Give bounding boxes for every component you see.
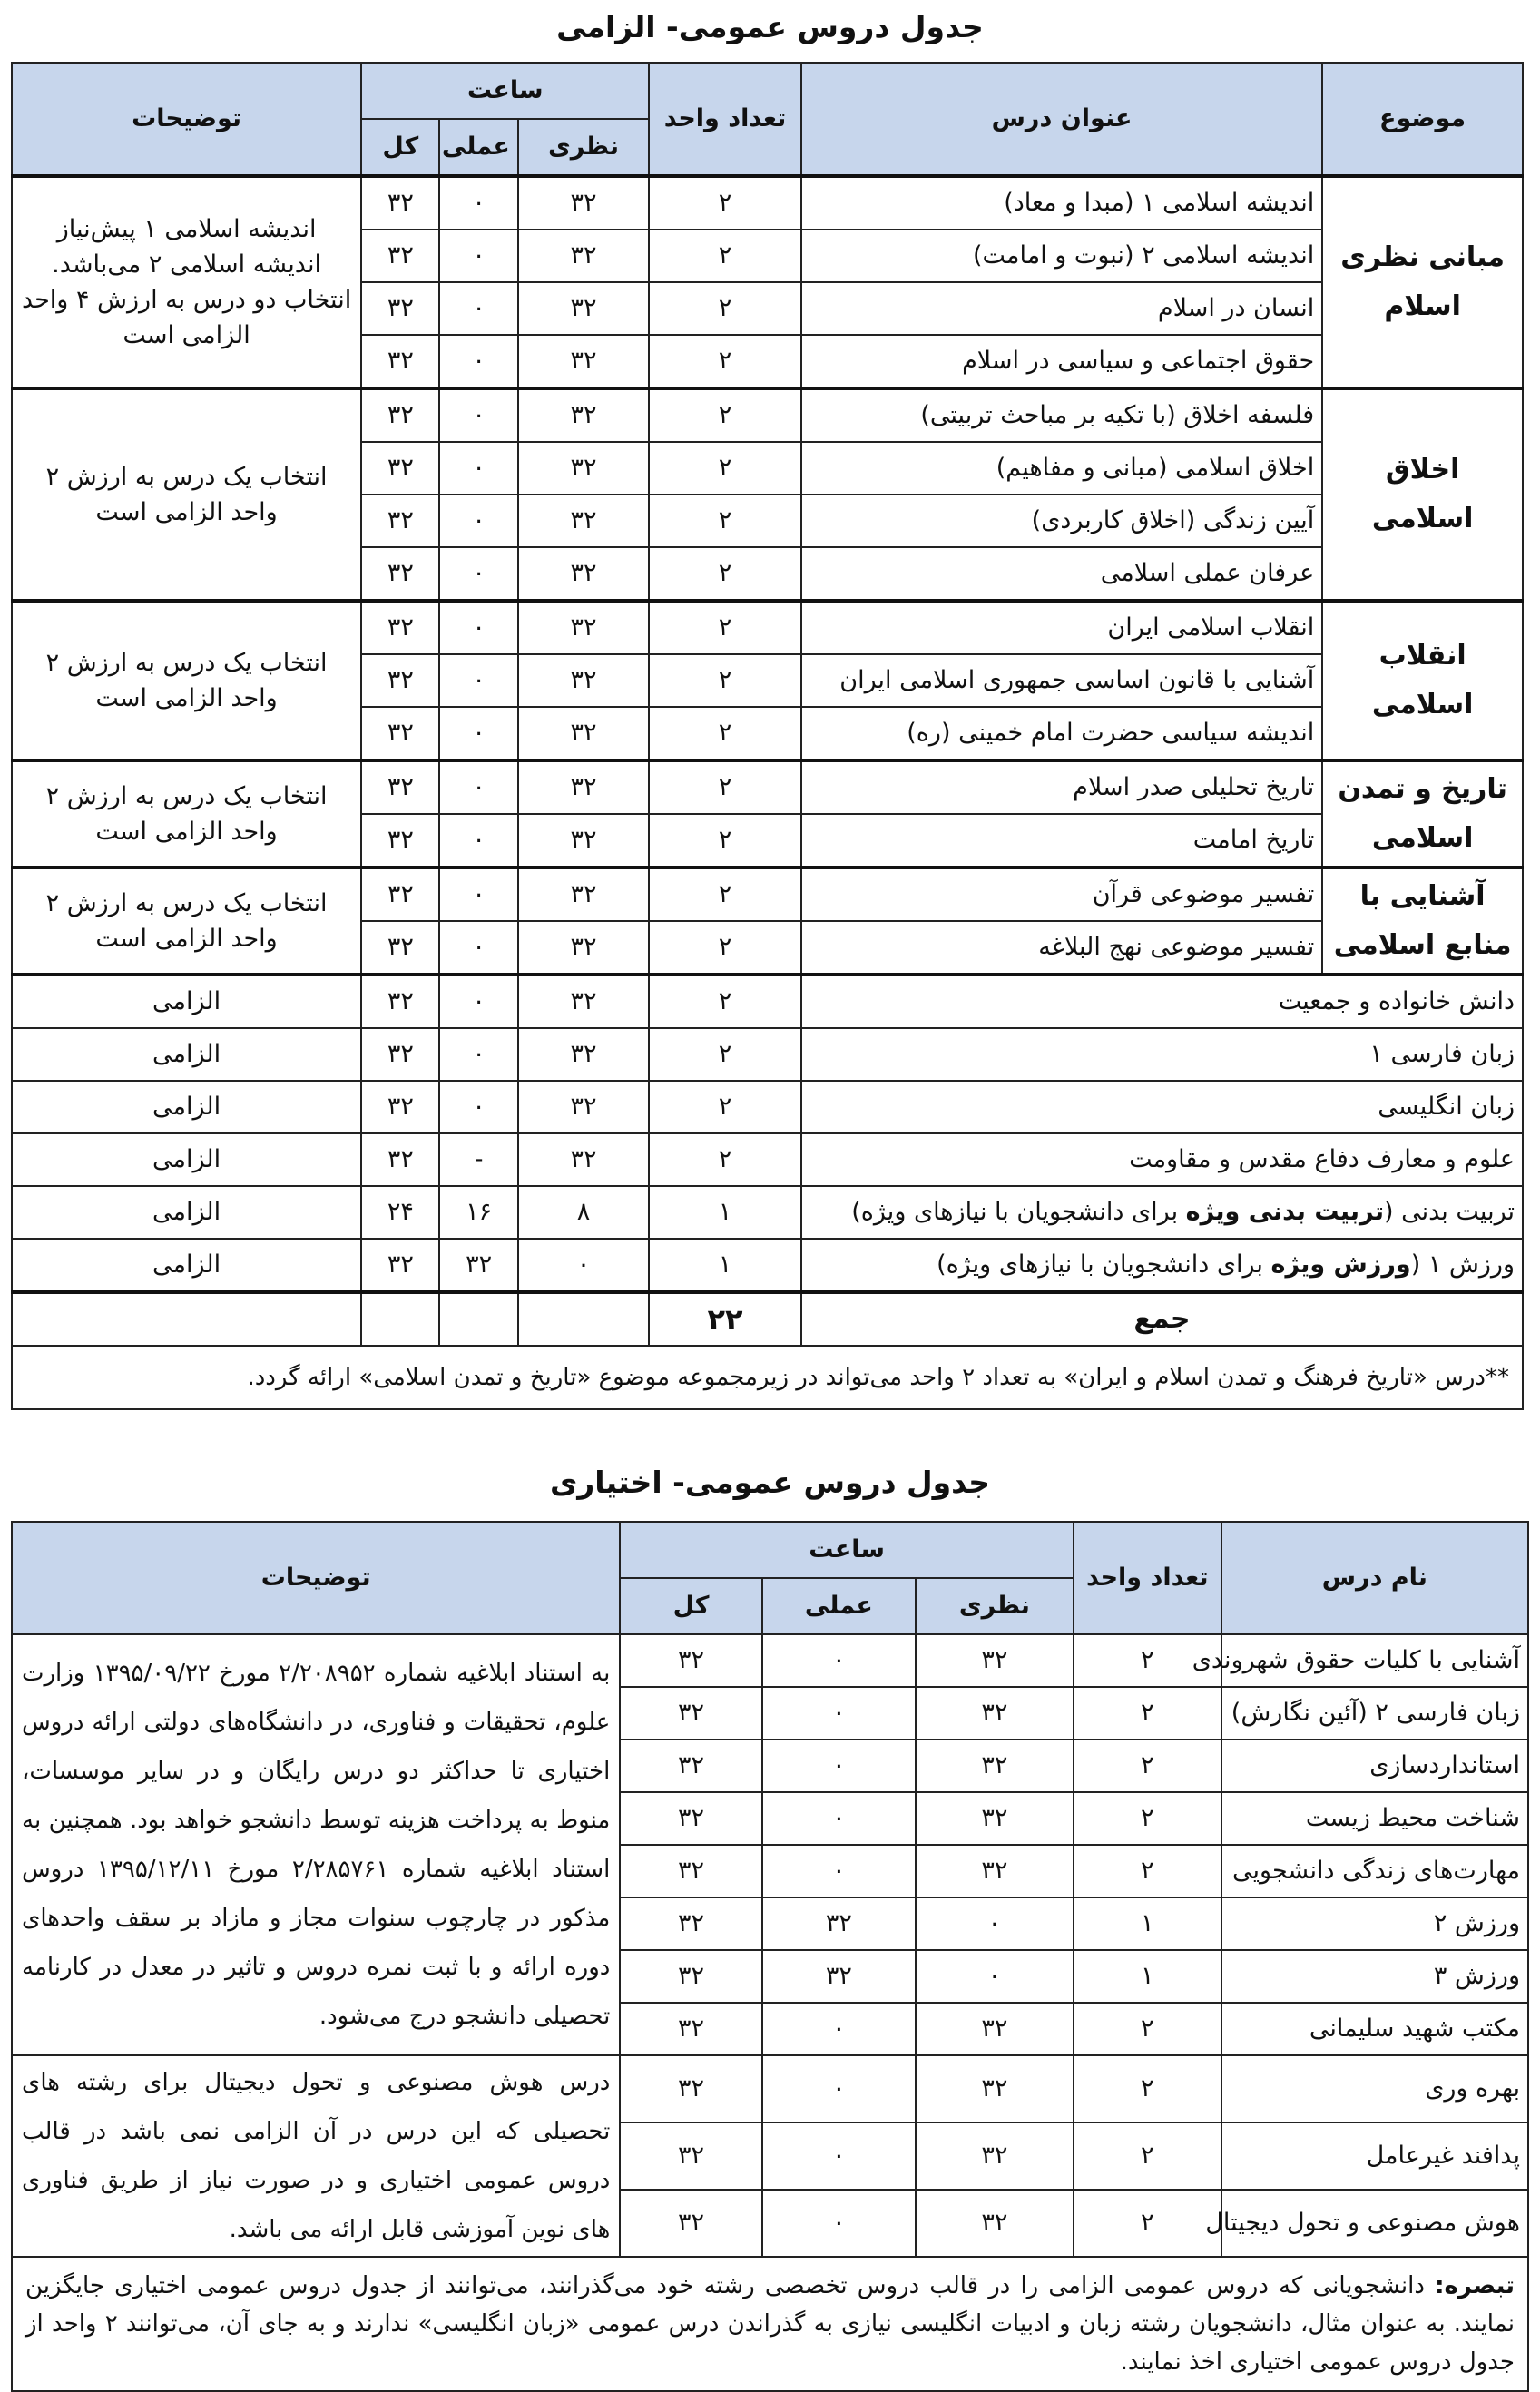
notes-cell: انتخاب یک درس به ارزش ۲ واحد الزامی است [12,760,361,868]
elective-header-hours: ساعت [620,1522,1074,1578]
remark-row [12,2257,1528,2391]
header-subject: موضوع [1322,63,1523,176]
course-title-cell: زبان انگلیسی [801,1081,1523,1133]
total-label: جمع [801,1292,1523,1346]
practical-hours-cell: ۰ [439,707,517,760]
practical-hours-cell: ۳۲ [762,1950,916,2003]
practical-hours-cell: ۰ [439,760,517,814]
theory-hours-cell: ۳۲ [916,1792,1074,1845]
theory-hours-cell: ۳۲ [518,495,649,547]
theory-hours-cell: ۳۲ [518,760,649,814]
course-title-prefix: تربیت بدنی ( [1384,1198,1515,1227]
practical-hours-cell: ۰ [762,1792,916,1845]
theory-hours-cell: ۳۲ [916,1845,1074,1897]
required-table-body [12,176,1523,1409]
total-hours-cell: ۳۲ [361,654,439,707]
total-hours-cell: ۳۲ [620,1792,761,1845]
header-course-title: عنوان درس [801,63,1322,176]
total-hours-cell: ۳۲ [620,2055,761,2122]
theory-hours-cell: ۳۲ [916,1740,1074,1792]
theory-hours-cell: ۳۲ [916,2190,1074,2257]
units-cell: ۲ [1074,1792,1221,1845]
theory-hours-cell: ۰ [916,1950,1074,2003]
practical-hours-cell: ۰ [439,335,517,388]
course-name-cell: ورزش ۳ [1221,1950,1528,2003]
practical-hours-cell: ۰ [439,921,517,975]
theory-hours-cell: ۳۲ [518,601,649,654]
practical-hours-cell: ۳۲ [762,1897,916,1950]
practical-hours-cell: ۰ [762,2055,916,2122]
course-name-cell: استانداردسازی [1221,1740,1528,1792]
course-title-cell: زبان فارسی ۱ [801,1028,1523,1081]
table-row [12,176,1523,230]
course-name-cell: بهره وری [1221,2055,1528,2122]
practical-hours-cell: ۰ [762,1634,916,1687]
practical-hours-cell: ۱۶ [439,1186,517,1239]
total-hours-cell: ۳۲ [361,975,439,1028]
elective-header-notes: توضیحات [12,1522,620,1634]
practical-hours-cell: ۰ [439,654,517,707]
practical-hours-cell: ۰ [439,975,517,1028]
elective-courses-table [11,1521,1529,2392]
course-title-cell: اندیشه اسلامی ۲ (نبوت و امامت) [801,230,1322,282]
course-name-cell: مکتب شهید سلیمانی [1221,2003,1528,2055]
practical-hours-cell: ۰ [439,230,517,282]
theory-hours-cell: ۰ [518,1239,649,1292]
units-cell: ۲ [649,654,801,707]
header-total: کل [361,119,439,176]
units-cell: ۱ [649,1239,801,1292]
elective-header-practical: عملی [762,1578,916,1634]
elective-table-title: جدول دروس عمومی- اختیاری [550,1465,990,1500]
total-empty-cell [12,1292,361,1346]
total-hours-cell: ۳۲ [620,2190,761,2257]
required-courses-table [11,62,1524,1410]
units-cell: ۱ [1074,1950,1221,2003]
units-cell: ۲ [1074,1687,1221,1740]
table-row [12,760,1523,814]
table-row [12,1186,1523,1239]
course-name-cell: هوش مصنوعی و تحول دیجیتال [1221,2190,1528,2257]
units-cell: ۲ [1074,2055,1221,2122]
units-cell: ۲ [1074,1845,1221,1897]
total-hours-cell: ۳۲ [361,921,439,975]
units-cell: ۲ [649,495,801,547]
total-hours-cell: ۳۲ [361,547,439,601]
course-name-cell: پدافند غیرعامل [1221,2122,1528,2190]
total-hours-cell: ۳۲ [361,176,439,230]
total-hours-cell: ۳۲ [361,388,439,442]
notes-cell: انتخاب یک درس به ارزش ۲ واحد الزامی است [12,601,361,760]
course-title-cell: تفسیر موضوعی قرآن [801,868,1322,921]
theory-hours-cell: ۳۲ [916,1687,1074,1740]
course-title-cell [801,1186,1523,1239]
total-hours-cell: ۳۲ [361,1133,439,1186]
table-row [12,868,1523,921]
units-cell: ۲ [649,814,801,868]
units-cell: ۲ [1074,2122,1221,2190]
remark-text: دانشجویانی که دروس عمومی الزامی را در قالب دروس تخصصی رشته خود می‌گذرانند، می‌توانند از جدول دروس عمومی اختیاری جایگزین نمایند. به عنوان مثال، دانشجویان رشته زبان و ادبیات انگلیسی نیازی به گذراندن درس عمومی «زبان انگلیسی» ندارند و به جای آن، می‌توانند ۲ واحد از جدول دروس عمومی اختیاری اخذ نمایند. [25,2272,1515,2377]
practical-hours-cell: ۳۲ [439,1239,517,1292]
header-theory: نظری [518,119,649,176]
table-row [12,2055,1528,2122]
theory-hours-cell: ۳۲ [518,1081,649,1133]
course-title-cell: اندیشه سیاسی حضرت امام خمینی (ره) [801,707,1322,760]
header-row [12,63,1523,119]
total-hours-cell: ۳۲ [620,2122,761,2190]
table-row [12,1028,1523,1081]
total-hours-cell: ۳۲ [361,442,439,495]
table-row [12,975,1523,1028]
practical-hours-cell: ۰ [439,547,517,601]
theory-hours-cell: ۳۲ [518,975,649,1028]
course-name-cell: مهارت‌های زندگی دانشجویی [1221,1845,1528,1897]
header-practical: عملی [439,119,517,176]
theory-hours-cell: ۳۲ [518,176,649,230]
total-empty-cell [518,1292,649,1346]
total-row [12,1292,1523,1346]
elective-table-body [12,1634,1528,2391]
total-hours-cell: ۳۲ [361,495,439,547]
course-title-cell: تفسیر موضوعی نهج البلاغه [801,921,1322,975]
course-title-cell: انقلاب اسلامی ایران [801,601,1322,654]
units-cell: ۲ [649,230,801,282]
theory-hours-cell: ۳۲ [518,1133,649,1186]
footnote: **درس «تاریخ فرهنگ و تمدن اسلام و ایران» به تعداد ۲ واحد می‌تواند در زیرمجموعه موضوع «تاریخ و تمدن اسلامی» ارائه گردد. [12,1346,1523,1409]
units-cell: ۲ [649,975,801,1028]
theory-hours-cell: ۳۲ [518,442,649,495]
theory-hours-cell: ۳۲ [916,1634,1074,1687]
course-name-cell: آشنایی با کلیات حقوق شهروندی [1221,1634,1528,1687]
course-title-cell: آیین زندگی (اخلاق کاربردی) [801,495,1322,547]
total-hours-cell: ۳۲ [361,1081,439,1133]
course-title-cell: آشنایی با قانون اساسی جمهوری اسلامی ایران [801,654,1322,707]
units-cell: ۲ [649,1028,801,1081]
elective-header-units: تعداد واحد [1074,1522,1221,1634]
practical-hours-cell: ۰ [439,495,517,547]
units-cell: ۲ [1074,2190,1221,2257]
units-cell: ۲ [649,1133,801,1186]
course-title-cell: حقوق اجتماعی و سیاسی در اسلام [801,335,1322,388]
theory-hours-cell: ۳۲ [518,921,649,975]
practical-hours-cell: ۰ [762,1687,916,1740]
course-title-cell: عرفان عملی اسلامی [801,547,1322,601]
units-cell: ۲ [649,282,801,335]
header-notes: توضیحات [12,63,361,176]
elective-ai-notes-cell: درس هوش مصنوعی و تحول دیجیتال برای رشته های تحصیلی که این درس در آن الزامی نمی باشد در قالب دروس عمومی اختیاری و در صورت نیاز از طریق فناوری های نوین آموزشی قابل ارائه می باشد. [12,2055,620,2257]
units-cell: ۲ [649,760,801,814]
subject-cell: آشنایی با منابع اسلامی [1322,868,1523,975]
practical-hours-cell: ۰ [762,1845,916,1897]
table-row [12,388,1523,442]
total-hours-cell: ۳۲ [620,1897,761,1950]
course-title-cell: تاریخ تحلیلی صدر اسلام [801,760,1322,814]
theory-hours-cell: ۳۲ [518,230,649,282]
course-title-cell: انسان در اسلام [801,282,1322,335]
total-hours-cell: ۳۲ [361,1028,439,1081]
total-hours-cell: ۳۲ [361,335,439,388]
units-cell: ۱ [1074,1897,1221,1950]
required-table-title: جدول دروس عمومی- الزامی [556,9,984,44]
units-cell: ۲ [1074,2003,1221,2055]
elective-header-total: کل [620,1578,761,1634]
units-cell: ۲ [649,868,801,921]
practical-hours-cell: ۰ [439,1028,517,1081]
notes-cell: الزامی [12,1239,361,1292]
table-row [12,1081,1523,1133]
theory-hours-cell: ۳۲ [518,388,649,442]
practical-hours-cell: ۰ [439,282,517,335]
course-name-cell: شناخت محیط زیست [1221,1792,1528,1845]
elective-notes-cell: به استناد ابلاغیه شماره ۲/۲۰۸۹۵۲ مورخ ۱۳۹۵/۰۹/۲۲ وزارت علوم، تحقیقات و فناوری، در دانشگاه‌های دولتی ارائه دروس اختیاری تا حداکثر دو درس رایگان و در سایر موسسات، منوط به پرداخت هزینه توسط دانشجو خواهد بود. همچنین به استناد ابلاغیه شماره ۲/۲۸۵۷۶۱ مورخ ۱۳۹۵/۱۲/۱۱ دروس مذکور در چارچوب سنوات مجاز و مازاد بر سقف واحدهای دوره ارائه و با ثبت نمره دروس و تاثیر در معدل در کارنامه تحصیلی دانشجو درج می‌شود. [12,1634,620,2055]
units-cell: ۱ [649,1186,801,1239]
theory-hours-cell: ۳۲ [916,2122,1074,2190]
notes-cell: الزامی [12,1133,361,1186]
total-hours-cell: ۳۲ [620,1950,761,2003]
total-hours-cell: ۳۲ [620,1740,761,1792]
course-title-cell: اخلاق اسلامی (مبانی و مفاهیم) [801,442,1322,495]
total-hours-cell: ۳۲ [620,1845,761,1897]
footnote-row [12,1346,1523,1409]
elective-header-row [12,1522,1528,1578]
course-title-cell: تاریخ امامت [801,814,1322,868]
units-cell: ۲ [649,176,801,230]
subject-cell: انقلاب اسلامی [1322,601,1523,760]
notes-cell: انتخاب یک درس به ارزش ۲ واحد الزامی است [12,868,361,975]
practical-hours-cell: ۰ [762,2190,916,2257]
subject-cell: مبانی نظری اسلام [1322,176,1523,388]
total-empty-cell [361,1292,439,1346]
remark-label: تبصره: [1435,2272,1515,2299]
units-cell: ۲ [1074,1634,1221,1687]
practical-hours-cell: ۰ [439,388,517,442]
course-name-cell: زبان فارسی ۲ (آئین نگارش) [1221,1687,1528,1740]
total-hours-cell: ۳۲ [361,868,439,921]
course-name-cell: ورزش ۲ [1221,1897,1528,1950]
practical-hours-cell: ۰ [762,2122,916,2190]
remark-cell [12,2257,1528,2391]
units-cell: ۲ [649,442,801,495]
theory-hours-cell: ۳۲ [518,1028,649,1081]
total-units: ۲۲ [649,1292,801,1346]
course-title-cell: علوم و معارف دفاع مقدس و مقاومت [801,1133,1523,1186]
course-title-cell: فلسفه اخلاق (با تکیه بر مباحث تربیتی) [801,388,1322,442]
elective-header-course-name: نام درس [1221,1522,1528,1634]
table-row [12,1634,1528,1687]
units-cell: ۲ [1074,1740,1221,1792]
theory-hours-cell: ۳۲ [518,335,649,388]
notes-cell: انتخاب یک درس به ارزش ۲ واحد الزامی است [12,388,361,601]
total-hours-cell: ۲۴ [361,1186,439,1239]
total-hours-cell: ۳۲ [361,230,439,282]
practical-hours-cell: - [439,1133,517,1186]
theory-hours-cell: ۳۲ [518,868,649,921]
notes-cell: الزامی [12,1028,361,1081]
subject-cell: اخلاق اسلامی [1322,388,1523,601]
theory-hours-cell: ۳۲ [518,547,649,601]
elective-header-theory: نظری [916,1578,1074,1634]
table-row [12,1133,1523,1186]
practical-hours-cell: ۰ [762,2003,916,2055]
practical-hours-cell: ۰ [439,868,517,921]
course-title-emphasis: ورزش ویژه [1270,1250,1411,1279]
units-cell: ۲ [649,707,801,760]
total-hours-cell: ۳۲ [361,601,439,654]
theory-hours-cell: ۳۲ [518,707,649,760]
total-hours-cell: ۳۲ [361,760,439,814]
table-row [12,601,1523,654]
course-title-suffix: برای دانشجویان با نیازهای ویژه) [937,1250,1271,1279]
units-cell: ۲ [649,547,801,601]
practical-hours-cell: ۰ [439,442,517,495]
total-hours-cell: ۳۲ [361,814,439,868]
header-hours: ساعت [361,63,649,119]
course-title-prefix: ورزش ۱ ( [1410,1250,1515,1279]
notes-cell: الزامی [12,975,361,1028]
course-title-suffix: برای دانشجویان با نیازهای ویژه) [851,1198,1186,1227]
units-cell: ۲ [649,921,801,975]
course-title-cell [801,1239,1523,1292]
total-hours-cell: ۳۲ [361,707,439,760]
theory-hours-cell: ۳۲ [916,2055,1074,2122]
theory-hours-cell: ۸ [518,1186,649,1239]
practical-hours-cell: ۰ [439,1081,517,1133]
total-hours-cell: ۳۲ [620,2003,761,2055]
table-row [12,1239,1523,1292]
notes-cell: اندیشه اسلامی ۱ پیش‌نیاز اندیشه اسلامی ۲ می‌باشد. انتخاب دو درس به ارزش ۴ واحد الزامی است [12,176,361,388]
total-hours-cell: ۳۲ [361,1239,439,1292]
course-title-cell: دانش خانواده و جمعیت [801,975,1523,1028]
units-cell: ۲ [649,1081,801,1133]
subject-cell: تاریخ و تمدن اسلامی [1322,760,1523,868]
practical-hours-cell: ۰ [439,176,517,230]
theory-hours-cell: ۰ [916,1897,1074,1950]
practical-hours-cell: ۰ [439,601,517,654]
practical-hours-cell: ۰ [762,1740,916,1792]
theory-hours-cell: ۳۲ [916,2003,1074,2055]
units-cell: ۲ [649,601,801,654]
total-empty-cell [439,1292,517,1346]
theory-hours-cell: ۳۲ [518,282,649,335]
header-units: تعداد واحد [649,63,801,176]
total-hours-cell: ۳۲ [361,282,439,335]
practical-hours-cell: ۰ [439,814,517,868]
notes-cell: الزامی [12,1081,361,1133]
notes-cell: الزامی [12,1186,361,1239]
course-title-cell: اندیشه اسلامی ۱ (مبدا و معاد) [801,176,1322,230]
units-cell: ۲ [649,388,801,442]
total-hours-cell: ۳۲ [620,1634,761,1687]
total-hours-cell: ۳۲ [620,1687,761,1740]
units-cell: ۲ [649,335,801,388]
theory-hours-cell: ۳۲ [518,814,649,868]
course-title-emphasis: تربیت بدنی ویژه [1185,1198,1384,1227]
theory-hours-cell: ۳۲ [518,654,649,707]
